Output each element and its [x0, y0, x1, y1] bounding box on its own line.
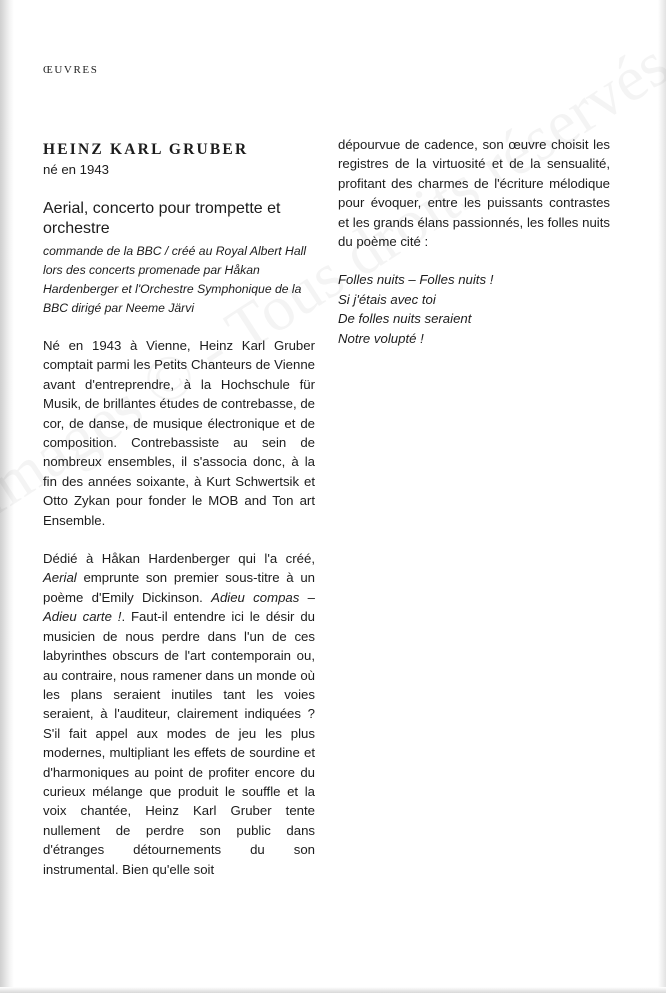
- analysis-text-1: Dédié à Håkan Hardenberger qui l'a créé,: [43, 551, 315, 567]
- poem-line: Si j'étais avec toi: [338, 291, 436, 307]
- right-column: [338, 135, 610, 348]
- left-column: [43, 140, 315, 879]
- analysis-text-3: . Faut-il entendre ici le désir du musicien de nous perdre dans l'un de ces labyrinthes obscurs de l'art contemporain ou, au contraire, nous ramener dans un monde où les plans seraient inutiles tant les voies seraient, à l'auditeur, clairement indiquées ? S'il fait appel aux modes de jeu les plus modernes, multipliant les effets de sourdine et d'harmoniques au point de profiter encore du curieux mélange que produit le souffle et la voix chantée, Heinz Karl Gruber tente nullement de perdre son public dans d'étranges détournements du son instrumental. Bien qu'elle soit: [43, 609, 315, 877]
- poem-excerpt: [338, 270, 610, 348]
- page-edge-left: [0, 0, 14, 993]
- work-commission: commande de la BBC / créé au Royal Albert Hall lors des concerts promenade par Håkan Hardenberger et l'Orchestre Symphonique de la BBC dirigé par Neeme Järvi: [43, 244, 307, 315]
- composer-birth: né en 1943: [43, 162, 110, 177]
- analysis-text-2: emprunte son premier sous-titre à un poème d'Emily Dickinson.: [43, 570, 315, 605]
- composer-name: HEINZ KARL GRUBER: [43, 141, 249, 158]
- page-edge-right: [658, 0, 666, 993]
- poem-line: Folles nuits – Folles nuits !: [338, 272, 494, 288]
- biography-paragraph: Né en 1943 à Vienne, Heinz Karl Gruber comptait parmi les Petits Chanteurs de Vienne avant d'entreprendre, à la Hochschule für Musik, de brillantes études de contrebasse, de cor, de danse, de musique électronique et de composition. Contrebassiste au sein de nombreux ensembles, il s'associa donc, à la fin des années soixante, à Kurt Schwertsik et Otto Zykan pour fonder le MOB and Ton art Ensemble.: [43, 338, 315, 528]
- analysis-paragraph-continued: dépourvue de cadence, son œuvre choisit les registres de la virtuosité et de la sensualité, profitant des charmes de l'écriture mélodique pour évoquer, entre les puissants contrastes et les grands élans passionnés, les folles nuits du poème cité :: [338, 137, 610, 250]
- section-label: ŒUVRES: [43, 64, 99, 76]
- poem-line: Notre volupté !: [338, 330, 424, 346]
- dickinson-quote: Adieu compas – Adieu carte !: [43, 589, 315, 625]
- poem-line: De folles nuits seraient: [338, 311, 472, 327]
- page-edge-bottom: [0, 987, 666, 993]
- work-title: Aerial, concerto pour trompette et orchestre: [43, 200, 281, 237]
- analysis-paragraph: [43, 549, 315, 879]
- work-title-inline: Aerial: [43, 570, 77, 586]
